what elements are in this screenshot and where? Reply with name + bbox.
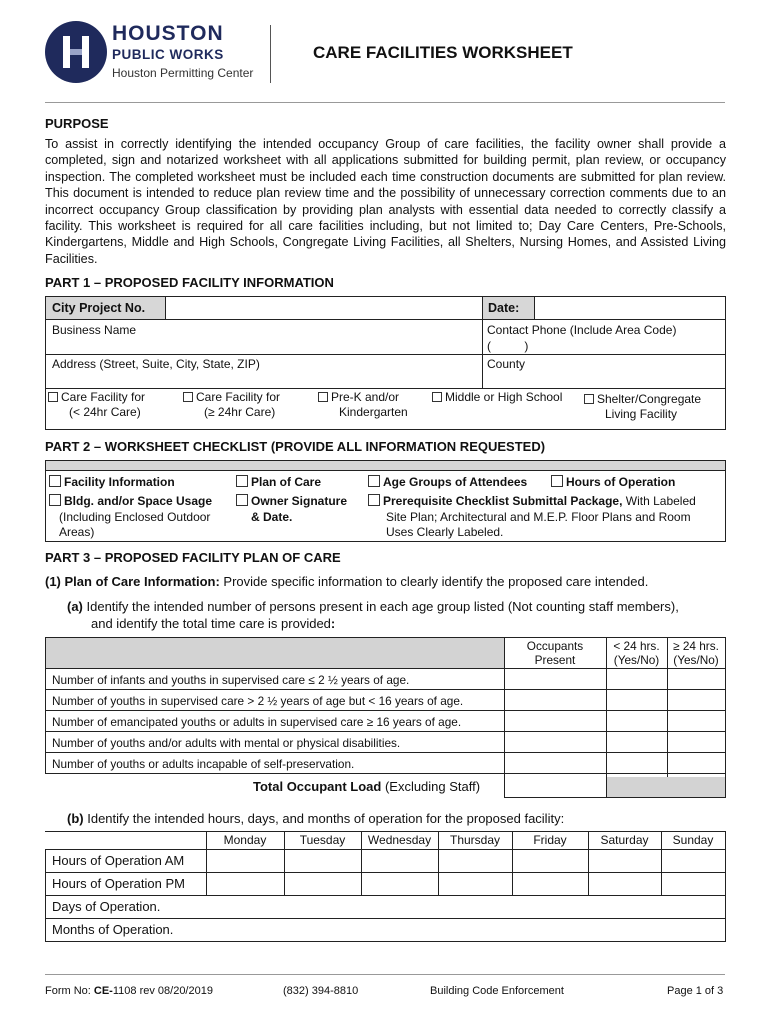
document-title: CARE FACILITIES WORKSHEET xyxy=(313,43,573,62)
col-ge24-header: ≥ 24 hrs. (Yes/No) xyxy=(673,639,719,667)
logo-line2: PUBLIC WORKS xyxy=(112,47,224,62)
houston-logo-icon xyxy=(45,21,107,83)
table-row: Number of youths and/or adults with mental or physical disabilities. xyxy=(52,736,401,750)
table-row: Number of youths or adults incapable of self-preservation. xyxy=(52,757,355,771)
day-monday: Monday xyxy=(223,833,267,847)
part3-heading: PART 3 – PROPOSED FACILITY PLAN OF CARE xyxy=(45,550,341,565)
table-row: Number of infants and youths in supervised care ≤ 2 ½ years of age. xyxy=(52,673,410,687)
checkbox-icon[interactable] xyxy=(584,394,594,404)
logo-line1: HOUSTON xyxy=(112,22,224,45)
footer-phone: (832) 394-8810 xyxy=(283,985,359,997)
address-input[interactable] xyxy=(46,354,482,388)
check-prerequisite[interactable]: Prerequisite Checklist Submittal Package, With Labeled Site Plan; Architectural and M.E.P. Floor Plans and Room Uses Clearly Labeled. xyxy=(368,494,696,541)
check-hours-operation[interactable]: Hours of Operation xyxy=(551,475,675,489)
purpose-heading: PURPOSE xyxy=(45,116,109,131)
part-a-instructions: (a) Identify the intended number of persons present in each age group listed (Not counting staff members), and identify the total time care is provided: xyxy=(67,599,679,631)
check-owner-signature[interactable]: Owner Signature & Date. xyxy=(236,494,347,525)
type-shelter[interactable]: Shelter/Congregate Living Facility xyxy=(584,392,701,422)
part-b-instructions: (b) Identify the intended hours, days, and months of operation for the proposed facility: xyxy=(67,811,565,826)
row-hours-pm: Hours of Operation PM xyxy=(52,876,185,891)
age-group-table xyxy=(45,637,726,799)
type-care-lt24[interactable]: Care Facility for (< 24hr Care) xyxy=(48,390,145,420)
contact-phone-label: Contact Phone (Include Area Code) xyxy=(487,323,677,337)
day-wednesday: Wednesday xyxy=(367,833,432,847)
plan-of-care-info: (1) Plan of Care Information: Provide specific information to clearly identify the proposed care intended. xyxy=(45,574,649,589)
checkbox-icon[interactable] xyxy=(432,392,442,402)
business-name-input[interactable] xyxy=(46,320,482,354)
date-input[interactable] xyxy=(535,297,725,320)
day-thursday: Thursday xyxy=(449,833,501,847)
row-hours-am: Hours of Operation AM xyxy=(52,853,185,868)
part1-heading: PART 1 – PROPOSED FACILITY INFORMATION xyxy=(45,275,334,290)
col-lt24-header: < 24 hrs. (Yes/No) xyxy=(613,639,660,667)
city-project-label: City Project No. xyxy=(52,301,146,315)
row-days: Days of Operation. xyxy=(52,899,161,914)
form-number: Form No: CE-1108 rev 08/20/2019 xyxy=(45,985,213,997)
header-rule xyxy=(45,102,725,103)
type-middle-high[interactable]: Middle or High School xyxy=(432,390,562,405)
date-label: Date: xyxy=(488,301,520,315)
business-name-label: Business Name xyxy=(52,323,137,337)
total-occupant-load-label: Total Occupant Load (Excluding Staff) xyxy=(253,779,481,794)
row-months: Months of Operation. xyxy=(52,922,174,937)
table-row: Number of emancipated youths or adults in supervised care ≥ 16 years of age. xyxy=(52,715,462,729)
page-number: Page 1 of 3 xyxy=(667,985,724,997)
phone-parens[interactable]: ( ) xyxy=(487,339,529,353)
checkbox-icon[interactable] xyxy=(48,392,58,402)
check-bldg-space[interactable]: Bldg. and/or Space Usage (Including Enclosed Outdoor Areas) xyxy=(49,494,212,541)
day-saturday: Saturday xyxy=(600,833,649,847)
day-sunday: Sunday xyxy=(672,833,714,847)
county-label: County xyxy=(487,357,526,371)
table-row: Number of youths in supervised care > 2 ½ years of age but < 16 years of age. xyxy=(52,694,464,708)
day-tuesday: Tuesday xyxy=(299,833,346,847)
check-plan-of-care[interactable]: Plan of Care xyxy=(236,475,321,489)
checkbox-icon[interactable] xyxy=(318,392,328,402)
check-facility-info[interactable]: Facility Information xyxy=(49,475,175,489)
type-prek[interactable]: Pre-K and/or Kindergarten xyxy=(318,390,408,420)
operation-hours-table xyxy=(45,831,726,942)
logo-line3: Houston Permitting Center xyxy=(112,66,254,80)
col-occupants-header: Occupants Present xyxy=(526,639,584,667)
total-occupant-input[interactable] xyxy=(504,774,606,797)
check-age-groups[interactable]: Age Groups of Attendees xyxy=(368,475,527,489)
footer-department: Building Code Enforcement xyxy=(430,985,564,997)
city-project-input[interactable] xyxy=(166,297,482,320)
page-header xyxy=(0,0,770,104)
day-friday: Friday xyxy=(533,833,567,847)
part2-heading: PART 2 – WORKSHEET CHECKLIST (PROVIDE ALL INFORMATION REQUESTED) xyxy=(45,439,546,454)
footer-rule xyxy=(45,974,725,975)
worksheet-checklist xyxy=(45,460,726,542)
address-label: Address (Street, Suite, City, State, ZIP) xyxy=(52,357,260,371)
facility-info-table xyxy=(45,296,726,430)
checkbox-icon[interactable] xyxy=(183,392,193,402)
purpose-text: To assist in correctly identifying the intended occupancy Group of care facilities, the facility owner shall provide a completed, sign and notarized worksheet with all applications submitted for building permit, plan review, or occupancy inspection. The completed worksheet must be included each time construction documents are submitted for plan review. This document is intended to reduce plan review time and the possibility of unnecessary correction comments due to an incorrect occupancy Group classification by providing plan analysts with essential data needed to correctly classify a facility. This worksheet is required for all care facilities including, but not limited to; Day Care Centers, Pre-Schools, Kindergartens, Middle and High Schools, Congregate Living Facilities, all Shelters, Nursing Homes, and Assisted Living Facilities. xyxy=(45,137,726,266)
header-divider xyxy=(270,25,271,83)
type-care-ge24[interactable]: Care Facility for (≥ 24hr Care) xyxy=(183,390,280,420)
